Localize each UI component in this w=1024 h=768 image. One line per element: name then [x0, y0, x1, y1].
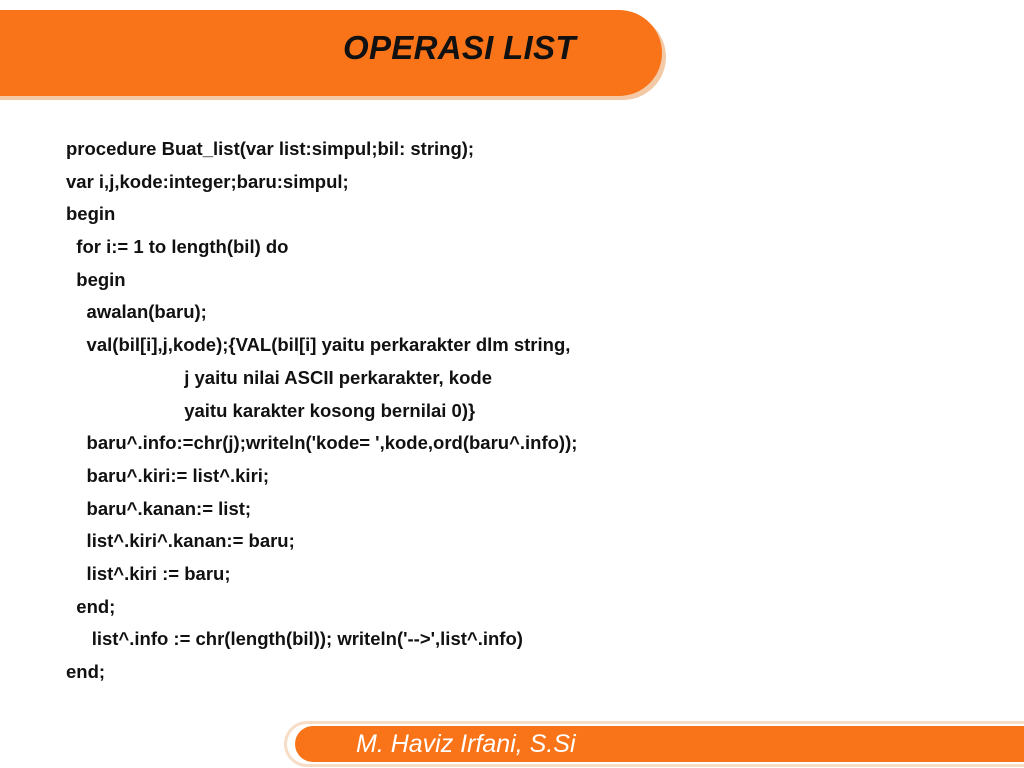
code-line-3: begin — [66, 203, 116, 225]
code-line-15: end; — [66, 595, 116, 617]
code-line-5: begin — [66, 268, 126, 290]
code-line-11: baru^.kiri:= list^.kiri; — [66, 464, 270, 486]
code-line-7: val(bil[i],j,kode);{VAL(bil[i] yaitu perkarakter dlm string, — [66, 334, 571, 356]
code-line-2: var i,j,kode:integer;baru:simpul; — [66, 170, 349, 192]
author-name: M. Haviz Irfani, S.Si — [356, 730, 576, 758]
code-line-9: yaitu karakter kosong bernilai 0)} — [66, 399, 476, 421]
code-line-13: list^.kiri^.kanan:= baru; — [66, 530, 295, 552]
code-line-12: baru^.kanan:= list; — [66, 497, 252, 519]
code-block — [66, 133, 577, 689]
code-line-17: end; — [66, 661, 106, 682]
code-line-16: list^.info := chr(length(bil)); writeln('-->',list^.info) — [66, 628, 523, 650]
slide-title: OPERASI LIST — [343, 29, 576, 66]
code-line-1: procedure Buat_list(var list:simpul;bil: string); — [66, 138, 475, 159]
code-line-6: awalan(baru); — [66, 301, 207, 323]
code-line-10: baru^.info:=chr(j);writeln('kode= ',kode,ord(baru^.info)); — [66, 432, 578, 454]
code-line-4: for i:= 1 to length(bil) do — [66, 236, 289, 258]
code-line-8: j yaitu nilai ASCII perkarakter, kode — [66, 366, 492, 388]
code-line-14: list^.kiri := baru; — [66, 562, 231, 584]
